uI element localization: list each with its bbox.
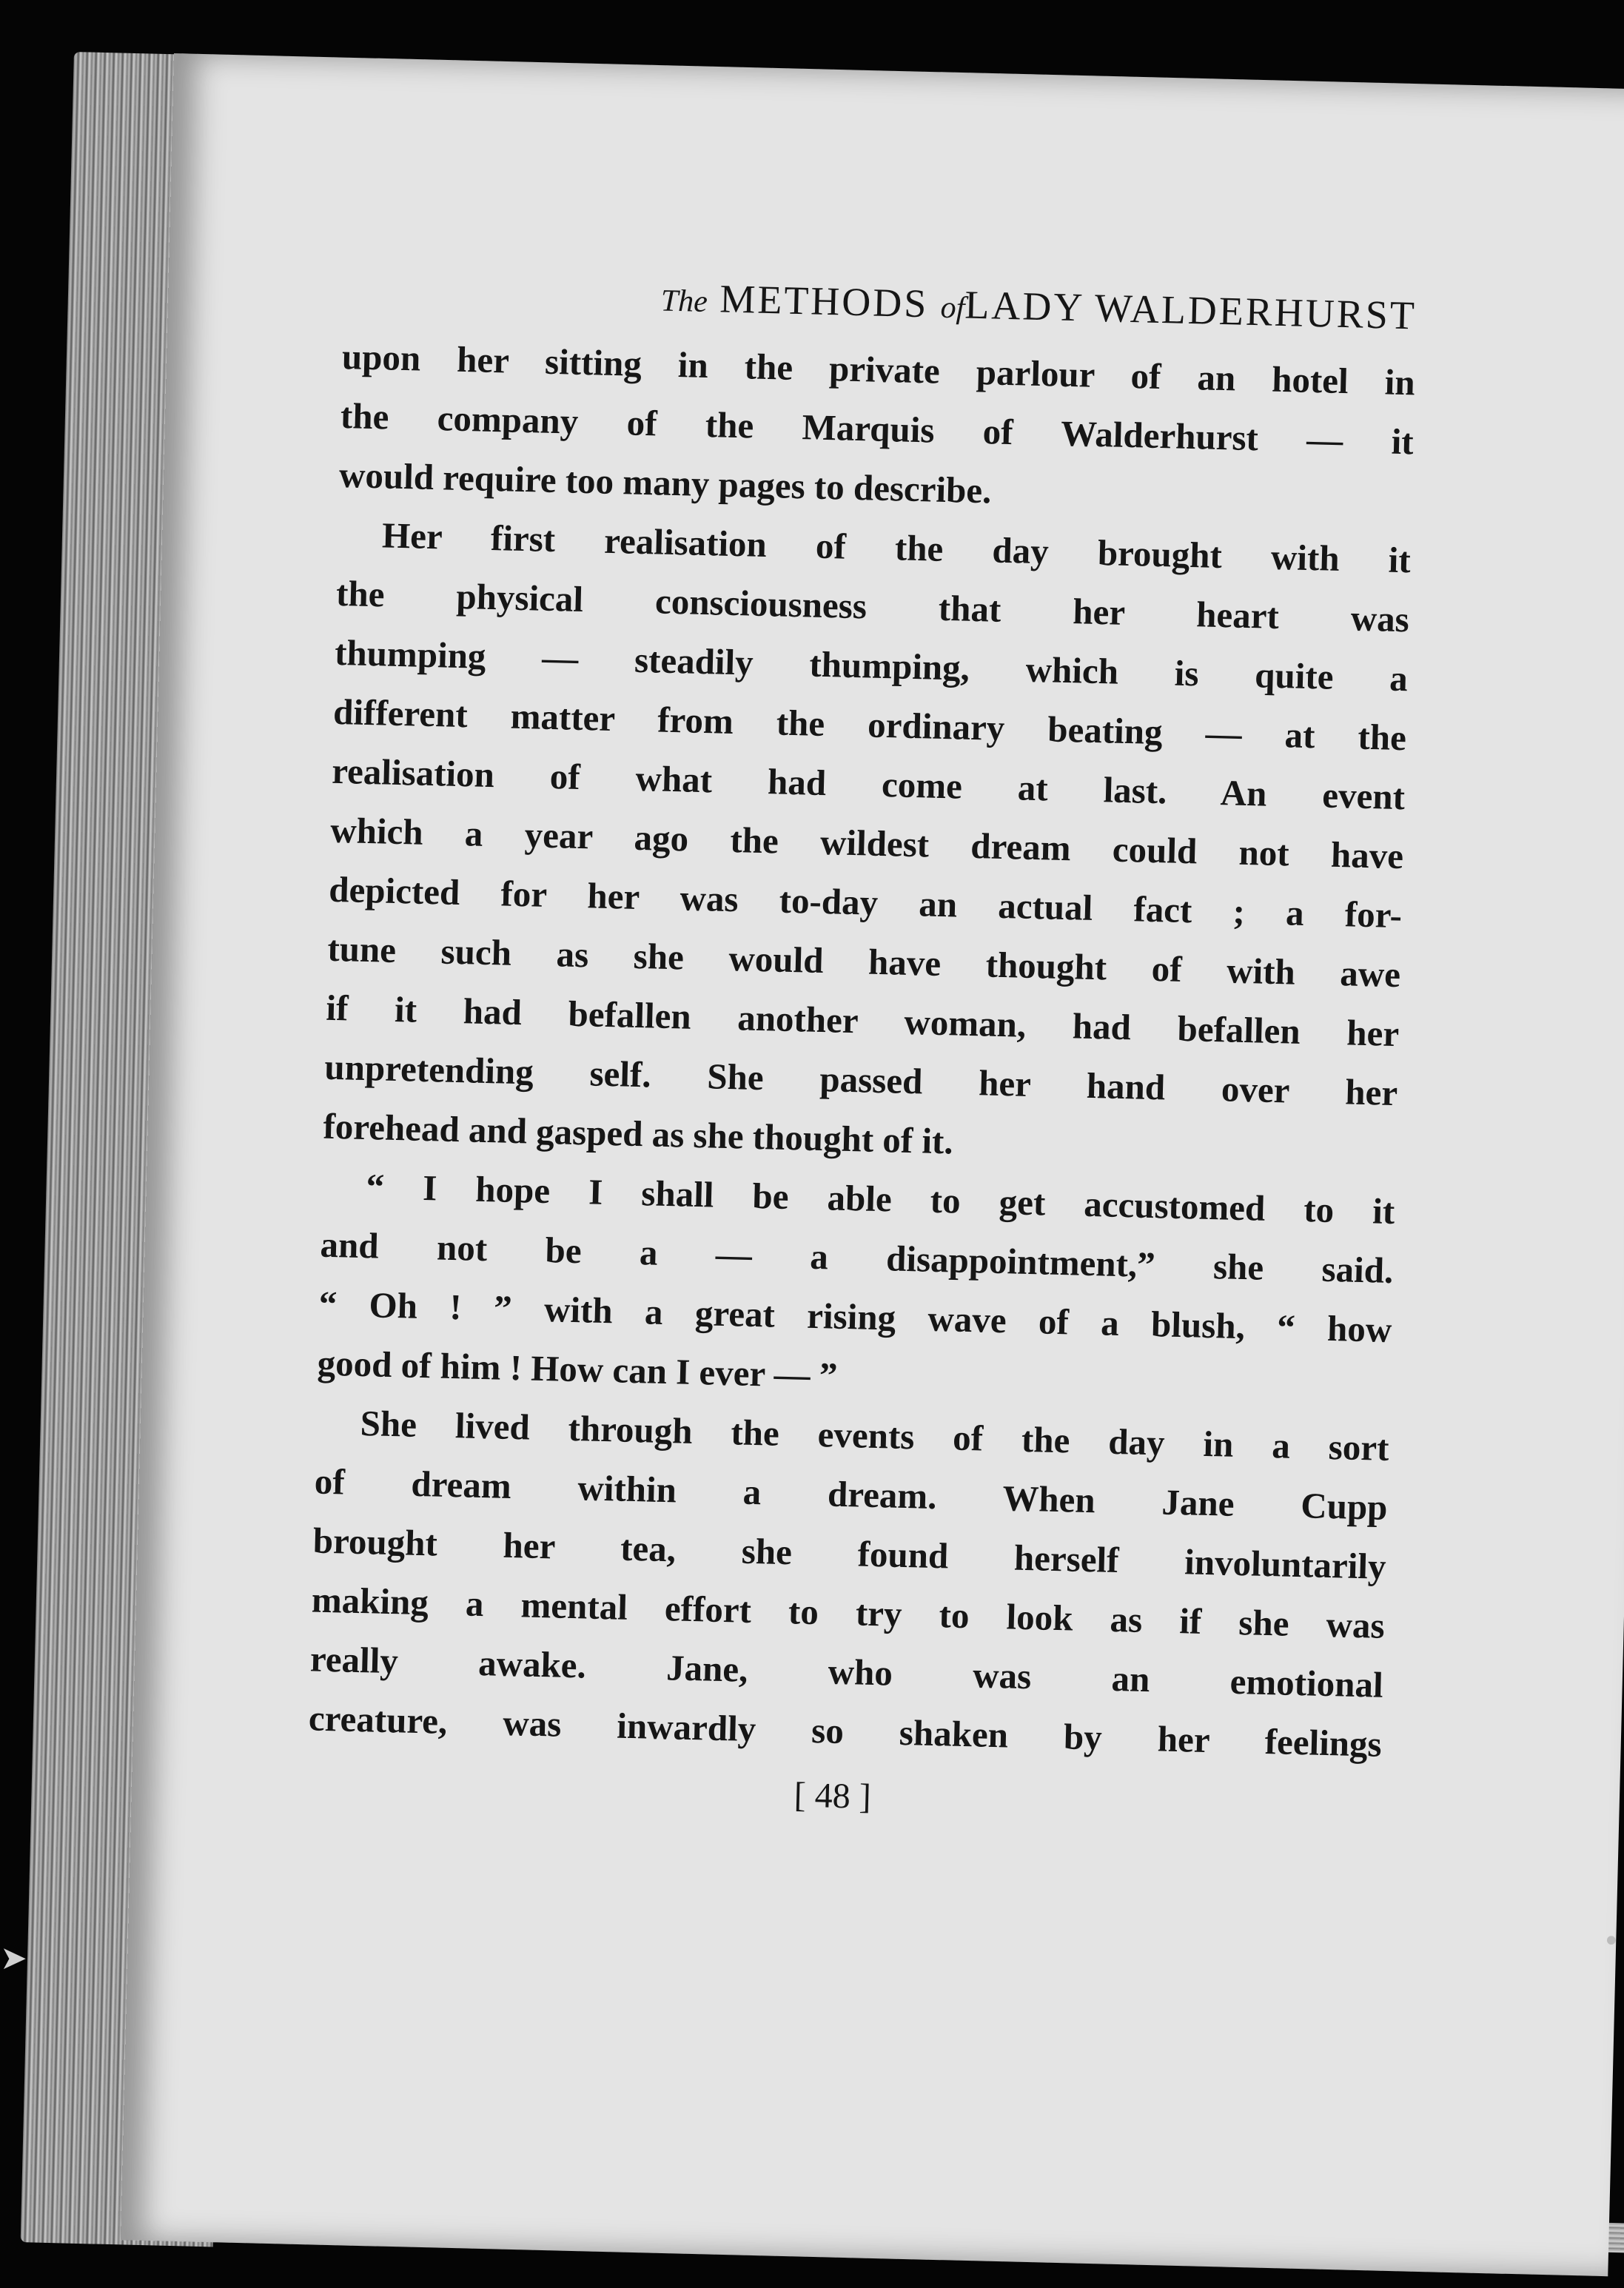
text-line: the company of the Marquis of Walderhurst — it xyxy=(340,395,1415,463)
text-line: different matter from the ordinary beating — at the xyxy=(332,691,1407,759)
text-line: would require too many pages to describe. xyxy=(338,454,993,511)
text-line: tune such as she would have thought of with awe xyxy=(326,927,1401,996)
scan-arrow-icon: ➤ xyxy=(0,1939,27,1977)
running-head-of: of xyxy=(940,290,965,326)
text-line: creature, was inwardly so shaken by her feelings xyxy=(308,1697,1383,1765)
text-line: brought her tea, she found herself involuntarily xyxy=(312,1520,1387,1587)
running-head-title-a: METHODS xyxy=(719,276,930,326)
text-line: which a year ago the wildest dream could not have xyxy=(329,809,1404,877)
text-line: upon her sitting in the private parlour of an hotel in xyxy=(341,335,1416,403)
text-line: realisation of what had come at last. An event xyxy=(331,750,1406,818)
text-line: and not be a — a disappointment,” she said. xyxy=(320,1224,1394,1292)
text-line: unpretending self. She passed her hand over her xyxy=(323,1046,1398,1114)
text-line: of dream within a dream. When Jane Cupp xyxy=(314,1460,1389,1528)
text-line: Her first realisation of the day brought with it xyxy=(381,514,1412,581)
running-head-title-b: LADY WALDERHURST xyxy=(964,282,1417,338)
text-line: if it had befallen another woman, had befallen her xyxy=(325,987,1400,1055)
page-number: [ 48 ] xyxy=(793,1775,872,1816)
text-line: She lived through the events of the day in a sort xyxy=(360,1403,1390,1469)
page-text xyxy=(306,266,1439,1831)
text-line: good of him ! How can I ever — ” xyxy=(317,1342,839,1396)
text-line: “ I hope I shall be able to get accustomed to it xyxy=(365,1166,1395,1232)
text-line: “ Oh ! ” with a great rising wave of a blush, “ how xyxy=(318,1283,1392,1351)
text-line: making a mental effort to try to look as if she was xyxy=(311,1579,1386,1646)
running-head-prefix: The xyxy=(660,284,708,319)
scan-dot-icon: • xyxy=(1603,1925,1620,1959)
text-line: the physical consciousness that her heart was xyxy=(335,572,1410,640)
text-line: depicted for her was to-day an actual fact ; a for- xyxy=(328,868,1403,936)
text-line: thumping — steadily thumping, which is quite a xyxy=(334,631,1409,700)
text-line: really awake. Jane, who was an emotional xyxy=(309,1638,1384,1705)
text-line: forehead and gasped as she thought of it. xyxy=(322,1105,954,1162)
